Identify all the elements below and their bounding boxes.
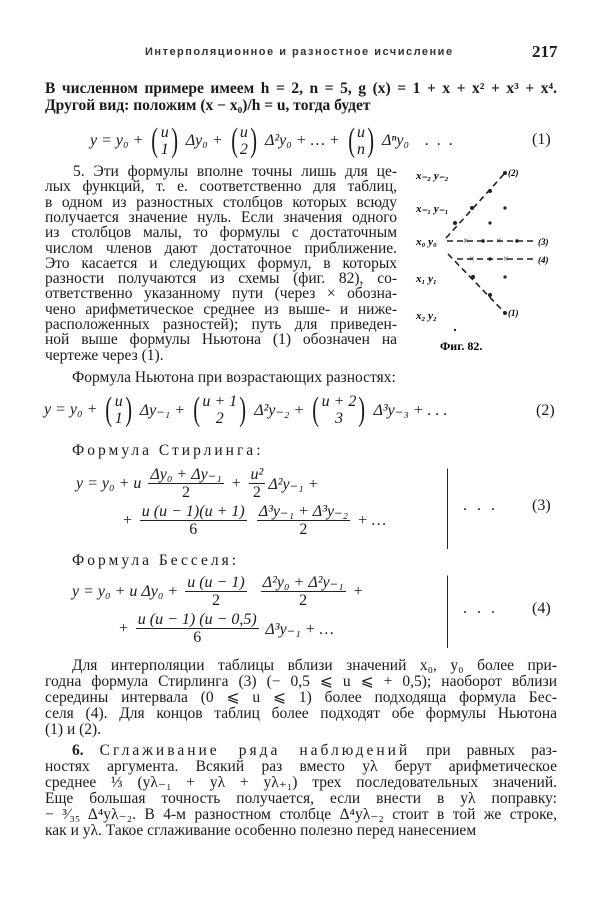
fraction [257, 503, 350, 538]
fraction [185, 574, 246, 609]
formula-line [72, 574, 363, 609]
formula-line [122, 503, 386, 538]
text-line: из столбцов малы, то формулы с достаточным [45, 224, 397, 242]
text-line: числом членов дают достаточное приближение. [45, 239, 397, 257]
fig-path-label: (4) [538, 255, 549, 265]
numerator: Δ²y₀ + Δ²y₋₁ [262, 574, 344, 591]
fig-row-label: x₂ y₂ [416, 310, 437, 322]
heading-newton: Формула Ньютона при возрастающих разностях: [72, 369, 396, 386]
text-line: получается значение нуль. Если значения одного [45, 208, 397, 226]
svg-text:×: × [469, 254, 475, 265]
formula-2 [44, 393, 448, 427]
fig-row-label: x₋₁ y₋₁ [416, 203, 449, 215]
formula-term: Δ³y₋₃ + . . . [369, 402, 448, 419]
formula-term: + [226, 474, 246, 492]
text-line: в одном из разностных столбцов которых всюду [45, 193, 397, 211]
svg-text:×: × [463, 236, 469, 247]
formula-term: y = y₀ + u Δy₀ + [72, 582, 183, 600]
formula-term: + [348, 582, 364, 600]
fig-path-2 [446, 173, 505, 238]
right-brace [447, 575, 448, 648]
intro-line-2: Другой вид: положим (x − x₀)/h = u, тогда будет [45, 97, 371, 114]
text-line: лых функций, т. е. соответственно для таблиц, [45, 178, 397, 196]
fig-row-label: x₁ y₁ [416, 273, 437, 285]
text-line: (1) и (2). [45, 721, 102, 738]
formula-term: Δ³y₋₁ + … [261, 620, 334, 638]
formula-term: + [118, 619, 133, 637]
numerator: Δ³y₋₁ + Δ³y₋₂ [258, 503, 349, 520]
binom-top: u + 1 [202, 393, 238, 410]
fig-path-label: (2) [508, 168, 519, 178]
text-line: 5. Эти формулы вполне точны лишь для це- [73, 163, 397, 180]
formula-term: Δ²y₀ + … + [261, 132, 344, 149]
formula-term: Δy₀ + [182, 132, 227, 149]
fig-row-label: x₋₂ y₋₂ [416, 170, 449, 182]
fraction [148, 466, 223, 501]
fraction [261, 574, 346, 609]
formula-1 [90, 124, 453, 158]
binom-top: u [160, 124, 169, 141]
binomial-coefficient: ( u n ) [347, 122, 375, 159]
right-brace [447, 468, 448, 549]
binom-top: u [356, 124, 365, 141]
text-line: ответственно указанному пути (через × обозна- [45, 285, 397, 303]
formula-line [118, 611, 334, 646]
formula-term: y = y₀ + [44, 401, 102, 418]
formula-term: Δ²y₋₂ + [250, 402, 309, 419]
text-line: годна формула Стирлинга (3) (− 0,5 ⩽ u ⩽ + 0,5); наоборот вблизи [45, 673, 557, 690]
numerator: u (u − 1)(u + 1) [141, 503, 245, 520]
formula-term: y = y₀ + u [76, 474, 146, 492]
fraction [249, 466, 266, 501]
formula-line [44, 393, 448, 427]
fig-path-label: (3) [538, 237, 549, 247]
svg-text:×: × [496, 236, 502, 247]
text-line: чено арифметическое среднее из выше- и ниже- [45, 300, 397, 318]
text-line: ностях аргумента. Всякий раз вместо yλ берут арифметическое [45, 758, 557, 775]
numerator: u (u − 1) (u − 0,5) [137, 611, 257, 628]
formula-term: Δ²y₋₁ + [268, 475, 319, 493]
denominator: 2 [211, 592, 220, 609]
page-number: 217 [532, 42, 558, 61]
denominator: 2 [299, 592, 308, 609]
numerator: u (u − 1) [187, 574, 245, 591]
formula-line [90, 124, 453, 158]
binomial-coefficient: ( u 1 ) [151, 122, 178, 159]
heading-bessel: Формула Бесселя: [72, 552, 240, 569]
binomial-coefficient: ( u + 1 2 ) [193, 391, 247, 428]
text-line: как и yλ. Такое сглаживание особенно полезно перед нанесением [45, 822, 477, 839]
binom-bottom: 3 [335, 410, 344, 427]
section-6-line-1 [72, 743, 557, 759]
text-line: середины интервала (0 ⩽ u ⩽ 1) более подходяща формула Бес- [45, 689, 557, 706]
denominator: 2 [182, 484, 191, 501]
section-6-title: Сглаживание ряда наблюдений [99, 742, 411, 759]
text-line: ной выше формулы Ньютона (1) обозначен на [45, 331, 397, 349]
text-line: Еще большая точность получается, если внести в yλ поправку: [45, 790, 557, 807]
fraction [140, 503, 247, 538]
continuation-dots: . . . [463, 600, 498, 617]
intro-line-1: В численном примере имеем h = 2, n = 5, g (x) = 1 + x + x² + x³ + x⁴. [45, 80, 557, 97]
binomial-coefficient: ( u + 2 3 ) [312, 391, 366, 428]
formula-term: y = y₀ + [90, 132, 148, 149]
text-line: разности получаются из схемы (фиг. 82), со- [45, 270, 397, 288]
binom-bottom: n [356, 141, 365, 158]
text-line: чертеже через (1). [45, 346, 164, 364]
running-header: Интерполяционное и разностное исчисление [145, 46, 454, 58]
formula-line [76, 466, 318, 501]
binom-top: u [114, 393, 123, 410]
text-line: расположенных разностей); путь для приведен- [45, 316, 397, 333]
formula-term [250, 512, 254, 530]
text-line: среднее ⅓ (yλ₋₁ + yλ + yλ₊₁) трех последовательных значений. [45, 774, 557, 791]
formula-4 [72, 574, 363, 646]
text-line: селя (4). Для концов таблиц более подходят обе формулы Ньютона [45, 705, 557, 722]
figure-caption: Фиг. 82. [440, 339, 483, 353]
denominator: 6 [193, 629, 202, 646]
denominator: 2 [299, 521, 308, 538]
equation-number-4: (4) [532, 600, 551, 617]
section-6-text: при равных раз- [426, 742, 558, 759]
section-6-number: 6. [72, 742, 84, 759]
binomial-coefficient: ( u 1 ) [105, 391, 132, 428]
numerator: Δy₀ + Δy₋₁ [150, 466, 222, 483]
equation-number-1: (1) [532, 131, 551, 148]
text-line: − ³⁄₃₅ Δ⁴yλ₋₂. В 4-м разностном столбце Δ⁴yλ₋₂ стоит в той же строке, [45, 806, 557, 823]
equation-number-3: (3) [532, 497, 551, 514]
formula-term: + [122, 511, 137, 529]
continuation-dots: . . . [463, 497, 498, 514]
denominator: 6 [189, 521, 198, 538]
denominator: 2 [252, 484, 261, 501]
formula-term: Δⁿy₀ . . . [378, 132, 454, 149]
binom-bottom: 2 [215, 410, 224, 427]
fig-path-label: (1) [508, 308, 519, 318]
fig-row-label: x₀ y₀ [416, 236, 437, 248]
fraction [136, 611, 259, 646]
text-line: Для интерполяции таблицы вблизи значений x₀, y₀ более при- [72, 657, 557, 674]
binom-bottom: 1 [114, 410, 123, 427]
formula-term: Δy₋₁ + [136, 402, 190, 419]
binomial-coefficient: ( u 2 ) [230, 122, 257, 159]
formula-3 [76, 466, 386, 538]
svg-text:×: × [503, 254, 509, 265]
text-line: Это касается и следующих формул, в которых [45, 254, 397, 272]
formula-term [250, 583, 258, 601]
formula-term: + … [353, 511, 387, 529]
binom-top: u [239, 124, 248, 141]
binom-top: u + 2 [321, 393, 357, 410]
binom-bottom: 1 [160, 141, 169, 158]
equation-number-2: (2) [536, 402, 555, 419]
heading-stirling: Формула Стирлинга: [72, 442, 264, 459]
fig-path-1 [448, 254, 505, 313]
binom-bottom: 2 [239, 141, 248, 158]
numerator: u² [250, 466, 264, 483]
